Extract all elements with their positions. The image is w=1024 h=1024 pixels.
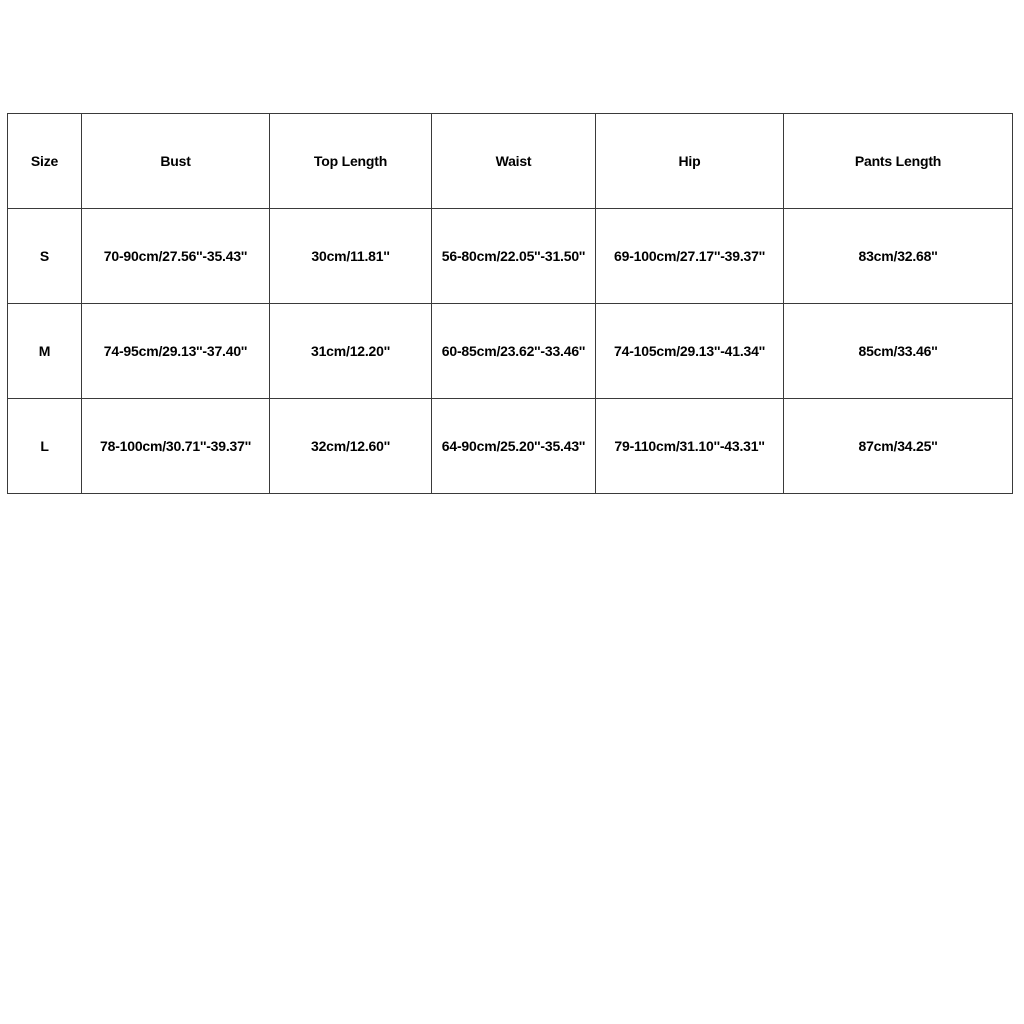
cell-pants-length: 85cm/33.46''	[784, 304, 1013, 399]
table-row	[8, 209, 1013, 304]
size-chart-table	[7, 113, 1013, 494]
cell-hip: 79-110cm/31.10''-43.31''	[596, 399, 784, 494]
cell-waist: 64-90cm/25.20''-35.43''	[432, 399, 596, 494]
cell-top-length: 31cm/12.20''	[270, 304, 432, 399]
cell-top-length: 32cm/12.60''	[270, 399, 432, 494]
header-pants-length: Pants Length	[784, 114, 1013, 209]
header-bust: Bust	[82, 114, 270, 209]
header-top-length: Top Length	[270, 114, 432, 209]
cell-waist: 56-80cm/22.05''-31.50''	[432, 209, 596, 304]
cell-bust: 70-90cm/27.56''-35.43''	[82, 209, 270, 304]
cell-top-length: 30cm/11.81''	[270, 209, 432, 304]
table-row	[8, 399, 1013, 494]
header-size: Size	[8, 114, 82, 209]
cell-size: S	[8, 209, 82, 304]
cell-hip: 74-105cm/29.13''-41.34''	[596, 304, 784, 399]
cell-size: L	[8, 399, 82, 494]
table-row	[8, 304, 1013, 399]
header-row	[8, 114, 1013, 209]
cell-size: M	[8, 304, 82, 399]
cell-hip: 69-100cm/27.17''-39.37''	[596, 209, 784, 304]
cell-pants-length: 87cm/34.25''	[784, 399, 1013, 494]
header-waist: Waist	[432, 114, 596, 209]
cell-bust: 74-95cm/29.13''-37.40''	[82, 304, 270, 399]
cell-waist: 60-85cm/23.62''-33.46''	[432, 304, 596, 399]
header-hip: Hip	[596, 114, 784, 209]
cell-bust: 78-100cm/30.71''-39.37''	[82, 399, 270, 494]
cell-pants-length: 83cm/32.68''	[784, 209, 1013, 304]
